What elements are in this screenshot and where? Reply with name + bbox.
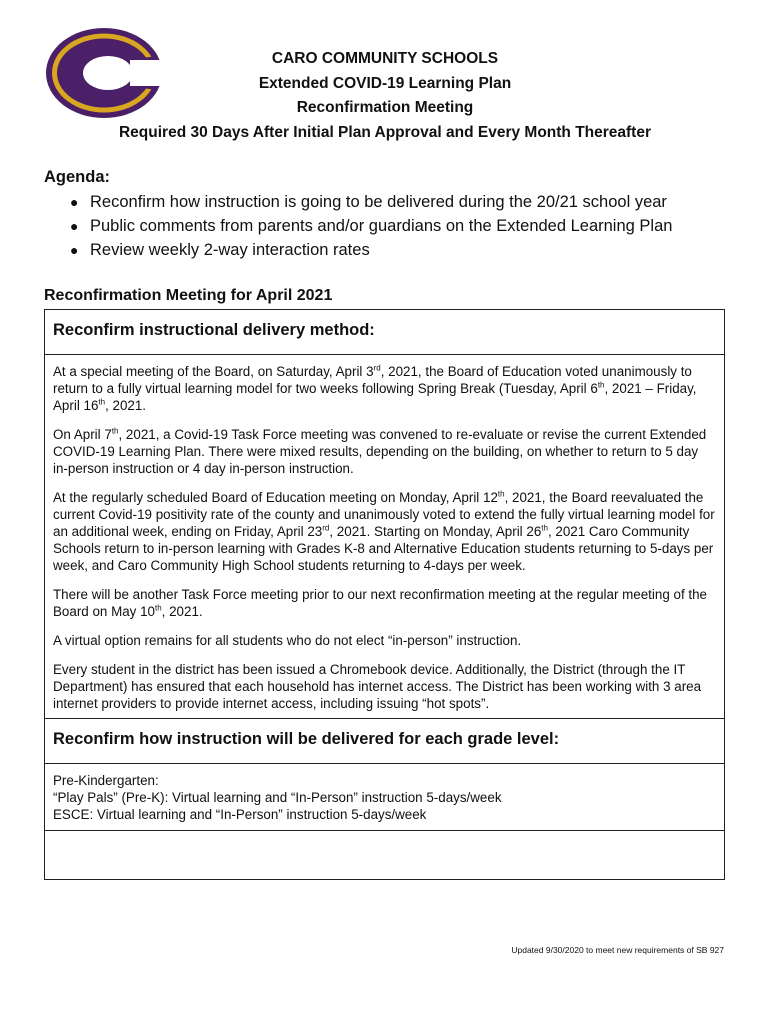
- agenda-item: ● Reconfirm how instruction is going to be delivered during the 20/21 school year: [44, 190, 744, 214]
- paragraph: At the regularly scheduled Board of Education meeting on Monday, April 12th, 2021, the Board reevaluated the current Covid-19 positivity rate of the county and unanimously voted to extend the fully virtual learning model for an additional week, ending on Friday, April 23rd, 2021. Starting on Monday, April 26th, 2021 Caro Community Schools return to in-person learning with Grades K-8 and Alternative Education students returning to 5-days per week, and Caro Community High School students returning to 4-days per week.: [53, 489, 715, 573]
- paragraph: There will be another Task Force meeting prior to our next reconfirmation meeting at the regular meeting of the Board on May 10th, 2021.: [53, 587, 707, 619]
- bullet-icon: ●: [70, 242, 79, 258]
- agenda-section: [44, 166, 744, 262]
- footer-note: Updated 9/30/2020 to meet new requirements of SB 927: [511, 945, 724, 955]
- paragraph: Every student in the district has been issued a Chromebook device. Additionally, the District (through the IT Department) has ensured that each household has internet access. The District has been working with 3 area internet providers to provide internet access, including issuing “hot spots”.: [53, 662, 702, 711]
- bullet-icon: ●: [70, 194, 79, 210]
- grade-line: ESCE: Virtual learning and “In-Person” instruction 5-days/week: [53, 807, 427, 822]
- agenda-list: [44, 190, 744, 262]
- plan-title: Extended COVID-19 Learning Plan: [258, 74, 512, 92]
- meeting-type: Reconfirmation Meeting: [296, 99, 474, 116]
- section1-body: [45, 355, 725, 719]
- school-name: CARO COMMUNITY SCHOOLS: [271, 50, 499, 67]
- section2-heading: Reconfirm how instruction will be delivered for each grade level:: [45, 719, 725, 764]
- paragraph: On April 7th, 2021, a Covid-19 Task Force meeting was convened to re-evaluate or revise the current Extended COVID-19 Learning Plan. There were mixed results, depending on the building, on whether to return to 5 day in-person instruction or 4 day in-person instruction.: [53, 426, 707, 476]
- paragraph: A virtual option remains for all students who do not elect “in-person” instruction.: [53, 633, 522, 648]
- grade-line: “Play Pals” (Pre-K): Virtual learning and “In-Person” instruction 5-days/week: [53, 790, 502, 805]
- section1-heading: Reconfirm instructional delivery method:: [45, 310, 725, 355]
- section2-body: [45, 764, 725, 831]
- reconfirmation-table: [44, 309, 725, 880]
- document-header: [40, 47, 730, 145]
- requirement-note: Required 30 Days After Initial Plan Approval and Every Month Thereafter: [118, 123, 651, 141]
- grade-line: Pre-Kindergarten:: [53, 773, 159, 788]
- agenda-item: ● Public comments from parents and/or guardians on the Extended Learning Plan: [44, 214, 744, 238]
- empty-cell: [45, 831, 725, 880]
- agenda-item: ● Review weekly 2-way interaction rates: [44, 238, 744, 262]
- agenda-title: Agenda:: [44, 168, 110, 186]
- paragraph: At a special meeting of the Board, on Saturday, April 3rd, 2021, the Board of Education voted unanimously to return to a fully virtual learning model for two weeks following Spring Break (Tuesday, April 6th, 2021 – Friday, April 16th, 2021.: [53, 363, 697, 413]
- bullet-icon: ●: [70, 218, 79, 234]
- meeting-title: Reconfirmation Meeting for April 2021: [44, 287, 333, 304]
